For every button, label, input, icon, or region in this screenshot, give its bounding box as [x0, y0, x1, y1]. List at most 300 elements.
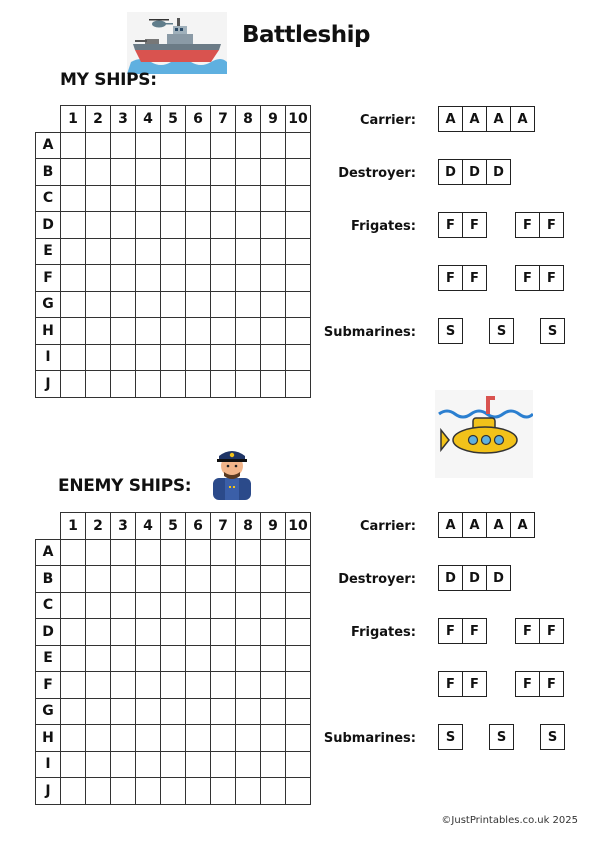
enemy-grid-cell[interactable] — [111, 539, 136, 566]
my-grid-cell[interactable] — [136, 291, 161, 318]
my-grid-cell[interactable] — [261, 291, 286, 318]
my-grid-cell[interactable] — [61, 291, 86, 318]
enemy-ships-grid — [35, 512, 311, 805]
my-grid-cell[interactable] — [186, 132, 211, 159]
enemy-grid-cell[interactable] — [236, 539, 261, 566]
my-grid-cell[interactable] — [161, 159, 186, 186]
submarine-icon — [435, 390, 533, 482]
grid-row — [36, 238, 311, 265]
my-grid-cell[interactable] — [186, 265, 211, 292]
grid-corner — [36, 513, 61, 540]
enemy-grid-cell[interactable] — [161, 778, 186, 805]
submarine-box — [540, 724, 565, 750]
my-col-header: 7 — [211, 106, 236, 133]
enemy-grid-cell[interactable] — [61, 592, 86, 619]
enemy-grid-cell[interactable] — [136, 751, 161, 778]
enemy-grid-cell[interactable] — [211, 592, 236, 619]
my-grid-cell[interactable] — [161, 371, 186, 398]
my-grid-cell[interactable] — [211, 185, 236, 212]
my-grid-cell[interactable] — [161, 291, 186, 318]
ship-cell[interactable]: S — [540, 724, 565, 750]
enemy-grid-cell[interactable] — [211, 566, 236, 593]
submarine-box — [489, 724, 514, 750]
ship-cell[interactable]: F — [438, 212, 463, 238]
my-grid-cell[interactable] — [261, 265, 286, 292]
ship-cell[interactable]: F — [515, 618, 540, 644]
my-grid-cell[interactable] — [286, 238, 311, 265]
enemy-grid-cell[interactable] — [211, 645, 236, 672]
my-grid-cell[interactable] — [186, 344, 211, 371]
enemy-grid-cell[interactable] — [161, 592, 186, 619]
grid-row — [36, 672, 311, 699]
enemy-grid-cell[interactable] — [161, 566, 186, 593]
copyright-footer: ©JustPrintables.co.uk 2025 — [441, 815, 578, 826]
my-row-header: I — [36, 344, 61, 371]
my-grid-cell[interactable] — [211, 212, 236, 239]
my-grid-cell[interactable] — [61, 132, 86, 159]
my-grid-cell[interactable] — [161, 185, 186, 212]
enemy-grid-cell[interactable] — [236, 592, 261, 619]
my-grid-cell[interactable] — [161, 238, 186, 265]
ship-cell[interactable]: D — [438, 565, 463, 591]
my-grid-cell[interactable] — [186, 371, 211, 398]
my-grid-cell[interactable] — [211, 344, 236, 371]
enemy-grid-cell[interactable] — [86, 539, 111, 566]
my-grid-cell[interactable] — [111, 212, 136, 239]
grid-row — [36, 212, 311, 239]
my-col-header: 5 — [161, 106, 186, 133]
ship-cell[interactable]: F — [438, 265, 463, 291]
grid-row — [36, 592, 311, 619]
my-grid-cell[interactable] — [186, 212, 211, 239]
page-title: Battleship — [242, 22, 370, 48]
enemy-grid-cell[interactable] — [261, 698, 286, 725]
enemy-grid-cell[interactable] — [161, 619, 186, 646]
my-grid-cell[interactable] — [261, 344, 286, 371]
enemy-grid-cell[interactable] — [211, 751, 236, 778]
my-grid-cell[interactable] — [186, 238, 211, 265]
enemy-grid-cell[interactable] — [186, 698, 211, 725]
my-grid-cell[interactable] — [161, 318, 186, 345]
enemy-grid-cell[interactable] — [186, 672, 211, 699]
my-grid-cell[interactable] — [211, 371, 236, 398]
enemy-grid-cell[interactable] — [61, 539, 86, 566]
enemy-grid-cell[interactable] — [236, 672, 261, 699]
ship-cell[interactable]: D — [486, 565, 511, 591]
my-grid-cell[interactable] — [236, 265, 261, 292]
carrier-label: Carrier: — [359, 113, 416, 128]
ship-cell[interactable]: F — [462, 671, 487, 697]
ship-cell[interactable]: A — [438, 512, 463, 538]
enemy-grid-cell[interactable] — [236, 645, 261, 672]
enemy-grid-cell[interactable] — [261, 725, 286, 752]
my-grid-cell[interactable] — [61, 238, 86, 265]
my-col-header: 6 — [186, 106, 211, 133]
enemy-grid-cell[interactable] — [61, 619, 86, 646]
enemy-grid-cell[interactable] — [286, 751, 311, 778]
my-grid-cell[interactable] — [136, 238, 161, 265]
grid-row — [36, 751, 311, 778]
my-grid-cell[interactable] — [236, 132, 261, 159]
my-grid-cell[interactable] — [286, 344, 311, 371]
my-grid-cell[interactable] — [136, 185, 161, 212]
enemy-grid-cell[interactable] — [61, 778, 86, 805]
my-grid-cell[interactable] — [86, 185, 111, 212]
enemy-row-header: J — [36, 778, 61, 805]
enemy-grid-cell[interactable] — [186, 619, 211, 646]
my-grid-cell[interactable] — [86, 265, 111, 292]
my-grid-cell[interactable] — [211, 238, 236, 265]
frigates-label: Frigates: — [351, 219, 416, 234]
my-ships-grid — [35, 105, 311, 398]
enemy-row-header: G — [36, 698, 61, 725]
enemy-grid-cell[interactable] — [286, 778, 311, 805]
my-grid-cell[interactable] — [236, 238, 261, 265]
enemy-grid-cell[interactable] — [261, 778, 286, 805]
enemy-col-header: 1 — [61, 513, 86, 540]
my-grid-cell[interactable] — [211, 265, 236, 292]
my-grid-cell[interactable] — [61, 185, 86, 212]
grid-row — [36, 185, 311, 212]
my-row-header: G — [36, 291, 61, 318]
enemy-grid-cell[interactable] — [86, 698, 111, 725]
my-grid-cell[interactable] — [261, 212, 286, 239]
grid-row — [36, 778, 311, 805]
enemy-grid-cell[interactable] — [211, 619, 236, 646]
ship-cell[interactable]: D — [462, 159, 487, 185]
grid-corner — [36, 106, 61, 133]
my-grid-cell[interactable] — [161, 344, 186, 371]
ship-cell[interactable]: F — [462, 212, 487, 238]
submarines-label: Submarines: — [323, 731, 416, 746]
enemy-grid-cell[interactable] — [211, 698, 236, 725]
my-col-header: 8 — [236, 106, 261, 133]
my-grid-cell[interactable] — [186, 185, 211, 212]
enemy-grid-cell[interactable] — [136, 725, 161, 752]
enemy-row-header: E — [36, 645, 61, 672]
ship-cell[interactable]: A — [510, 106, 535, 132]
my-grid-cell[interactable] — [111, 318, 136, 345]
enemy-grid-cell[interactable] — [86, 619, 111, 646]
my-grid-cell[interactable] — [86, 344, 111, 371]
ship-cell[interactable]: F — [438, 618, 463, 644]
my-grid-cell[interactable] — [61, 265, 86, 292]
frigate-boxes — [438, 671, 487, 697]
ship-cell[interactable]: F — [539, 671, 564, 697]
enemy-grid-cell[interactable] — [136, 778, 161, 805]
my-grid-cell[interactable] — [61, 212, 86, 239]
my-grid-cell[interactable] — [111, 265, 136, 292]
my-grid-cell[interactable] — [136, 159, 161, 186]
my-grid-cell[interactable] — [261, 132, 286, 159]
enemy-grid-cell[interactable] — [261, 539, 286, 566]
enemy-grid-cell[interactable] — [111, 698, 136, 725]
my-grid-cell[interactable] — [261, 318, 286, 345]
enemy-grid-cell[interactable] — [86, 645, 111, 672]
enemy-grid-cell[interactable] — [236, 619, 261, 646]
my-grid-cell[interactable] — [211, 132, 236, 159]
ship-cell[interactable]: F — [438, 671, 463, 697]
enemy-grid-cell[interactable] — [86, 751, 111, 778]
enemy-grid-cell[interactable] — [111, 566, 136, 593]
my-grid-cell[interactable] — [61, 159, 86, 186]
ship-cell[interactable]: F — [515, 671, 540, 697]
my-grid-cell[interactable] — [61, 318, 86, 345]
frigate-boxes — [438, 265, 487, 291]
enemy-grid-cell[interactable] — [211, 778, 236, 805]
enemy-grid-cell[interactable] — [261, 751, 286, 778]
my-grid-cell[interactable] — [286, 291, 311, 318]
enemy-grid-cell[interactable] — [61, 725, 86, 752]
my-grid-cell[interactable] — [136, 371, 161, 398]
grid-row — [36, 265, 311, 292]
my-grid-cell[interactable] — [211, 318, 236, 345]
ship-cell[interactable]: F — [515, 212, 540, 238]
my-grid-cell[interactable] — [86, 318, 111, 345]
enemy-grid-cell[interactable] — [286, 672, 311, 699]
enemy-grid-cell[interactable] — [136, 566, 161, 593]
enemy-row-header: C — [36, 592, 61, 619]
my-grid-cell[interactable] — [111, 291, 136, 318]
ship-cell[interactable]: D — [438, 159, 463, 185]
my-grid-cell[interactable] — [286, 265, 311, 292]
my-grid-cell[interactable] — [161, 212, 186, 239]
my-grid-cell[interactable] — [136, 132, 161, 159]
my-grid-cell[interactable] — [161, 132, 186, 159]
enemy-grid-cell[interactable] — [236, 566, 261, 593]
enemy-grid-cell[interactable] — [236, 725, 261, 752]
frigate-boxes — [438, 618, 487, 644]
enemy-col-header: 6 — [186, 513, 211, 540]
grid-row — [36, 619, 311, 646]
enemy-grid-cell[interactable] — [161, 725, 186, 752]
my-grid-cell[interactable] — [261, 238, 286, 265]
enemy-grid-cell[interactable] — [111, 592, 136, 619]
enemy-grid-cell[interactable] — [136, 672, 161, 699]
enemy-grid-cell[interactable] — [111, 645, 136, 672]
enemy-grid-cell[interactable] — [161, 672, 186, 699]
enemy-grid-cell[interactable] — [261, 619, 286, 646]
enemy-row-header: D — [36, 619, 61, 646]
my-col-header: 3 — [111, 106, 136, 133]
enemy-grid-cell[interactable] — [261, 566, 286, 593]
my-grid-cell[interactable] — [86, 132, 111, 159]
my-grid-cell[interactable] — [136, 344, 161, 371]
ship-cell[interactable]: S — [540, 318, 565, 344]
enemy-grid-cell[interactable] — [261, 672, 286, 699]
grid-row — [36, 725, 311, 752]
grid-row — [36, 344, 311, 371]
ship-cell[interactable]: S — [489, 318, 514, 344]
enemy-grid-cell[interactable] — [286, 645, 311, 672]
enemy-grid-cell[interactable] — [286, 592, 311, 619]
my-grid-cell[interactable] — [136, 212, 161, 239]
grid-row — [36, 318, 311, 345]
enemy-col-header: 4 — [136, 513, 161, 540]
my-grid-cell[interactable] — [186, 318, 211, 345]
enemy-grid-cell[interactable] — [161, 751, 186, 778]
my-grid-cell[interactable] — [236, 159, 261, 186]
destroyer-boxes — [438, 565, 511, 591]
my-grid-cell[interactable] — [236, 291, 261, 318]
enemy-grid-cell[interactable] — [86, 778, 111, 805]
ship-cell[interactable]: A — [486, 106, 511, 132]
my-grid-cell[interactable] — [236, 371, 261, 398]
enemy-grid-cell[interactable] — [61, 672, 86, 699]
my-grid-cell[interactable] — [111, 132, 136, 159]
enemy-grid-cell[interactable] — [111, 619, 136, 646]
my-grid-cell[interactable] — [61, 371, 86, 398]
enemy-grid-cell[interactable] — [286, 539, 311, 566]
destroyer-label: Destroyer: — [338, 166, 416, 181]
my-row-header: D — [36, 212, 61, 239]
carrier-boxes — [438, 106, 535, 132]
enemy-grid-cell[interactable] — [111, 672, 136, 699]
enemy-grid-cell[interactable] — [86, 725, 111, 752]
my-grid-cell[interactable] — [286, 371, 311, 398]
enemy-grid-cell[interactable] — [86, 672, 111, 699]
grid-row — [36, 291, 311, 318]
my-grid-cell[interactable] — [86, 371, 111, 398]
my-grid-cell[interactable] — [86, 159, 111, 186]
my-grid-cell[interactable] — [261, 159, 286, 186]
enemy-grid-cell[interactable] — [211, 539, 236, 566]
my-grid-cell[interactable] — [86, 212, 111, 239]
enemy-grid-cell[interactable] — [61, 566, 86, 593]
enemy-col-header: 3 — [111, 513, 136, 540]
my-grid-cell[interactable] — [61, 344, 86, 371]
my-grid-cell[interactable] — [186, 159, 211, 186]
enemy-grid-cell[interactable] — [261, 592, 286, 619]
ship-cell[interactable]: S — [438, 724, 463, 750]
my-grid-cell[interactable] — [136, 318, 161, 345]
my-grid-cell[interactable] — [286, 132, 311, 159]
ship-cell[interactable]: A — [510, 512, 535, 538]
ship-cell[interactable]: A — [462, 512, 487, 538]
my-grid-cell[interactable] — [111, 344, 136, 371]
enemy-grid-cell[interactable] — [86, 566, 111, 593]
grid-row — [36, 371, 311, 398]
enemy-grid-cell[interactable] — [161, 698, 186, 725]
ship-cell[interactable]: D — [462, 565, 487, 591]
enemy-grid-cell[interactable] — [236, 751, 261, 778]
ship-cell[interactable]: A — [462, 106, 487, 132]
enemy-grid-cell[interactable] — [86, 592, 111, 619]
enemy-grid-cell[interactable] — [111, 725, 136, 752]
my-row-header: B — [36, 159, 61, 186]
enemy-grid-cell[interactable] — [136, 645, 161, 672]
my-grid-cell[interactable] — [261, 185, 286, 212]
enemy-grid-cell[interactable] — [236, 698, 261, 725]
ship-cell[interactable]: S — [438, 318, 463, 344]
enemy-col-header: 10 — [286, 513, 311, 540]
ship-cell[interactable]: F — [539, 265, 564, 291]
submarine-box — [438, 318, 463, 344]
enemy-grid-cell[interactable] — [186, 539, 211, 566]
enemy-grid-cell[interactable] — [211, 672, 236, 699]
submarines-label: Submarines: — [323, 325, 416, 340]
enemy-grid-cell[interactable] — [61, 751, 86, 778]
grid-row — [36, 645, 311, 672]
enemy-grid-cell[interactable] — [111, 751, 136, 778]
enemy-grid-cell[interactable] — [186, 751, 211, 778]
ship-cell[interactable]: S — [489, 724, 514, 750]
my-grid-cell[interactable] — [161, 265, 186, 292]
enemy-grid-cell[interactable] — [236, 778, 261, 805]
my-grid-cell[interactable] — [286, 185, 311, 212]
enemy-grid-cell[interactable] — [61, 645, 86, 672]
enemy-grid-cell[interactable] — [111, 778, 136, 805]
my-grid-cell[interactable] — [136, 265, 161, 292]
my-grid-cell[interactable] — [236, 185, 261, 212]
enemy-grid-cell[interactable] — [286, 698, 311, 725]
my-grid-cell[interactable] — [236, 212, 261, 239]
enemy-grid-cell[interactable] — [186, 725, 211, 752]
frigate-boxes — [515, 265, 564, 291]
ship-cell[interactable]: A — [438, 106, 463, 132]
enemy-grid-cell[interactable] — [136, 619, 161, 646]
enemy-grid-cell[interactable] — [186, 645, 211, 672]
enemy-grid-cell[interactable] — [136, 539, 161, 566]
my-grid-cell[interactable] — [111, 371, 136, 398]
frigate-boxes — [515, 212, 564, 238]
my-grid-cell[interactable] — [111, 185, 136, 212]
ship-cell[interactable]: F — [515, 265, 540, 291]
enemy-ships-title: ENEMY SHIPS: — [58, 476, 192, 496]
navy-captain-icon — [207, 440, 257, 504]
my-grid-cell[interactable] — [211, 291, 236, 318]
ship-cell[interactable]: D — [486, 159, 511, 185]
enemy-grid-cell[interactable] — [186, 592, 211, 619]
destroyer-label: Destroyer: — [338, 572, 416, 587]
my-grid-cell[interactable] — [261, 371, 286, 398]
my-grid-cell[interactable] — [111, 159, 136, 186]
enemy-grid-cell[interactable] — [161, 539, 186, 566]
enemy-grid-cell[interactable] — [261, 645, 286, 672]
battleship-icon — [127, 12, 227, 78]
my-grid-cell[interactable] — [236, 344, 261, 371]
enemy-grid-cell[interactable] — [211, 725, 236, 752]
ship-cell[interactable]: A — [486, 512, 511, 538]
my-grid-cell[interactable] — [211, 159, 236, 186]
enemy-grid-cell[interactable] — [136, 592, 161, 619]
my-grid-cell[interactable] — [111, 238, 136, 265]
enemy-grid-cell[interactable] — [186, 778, 211, 805]
carrier-label: Carrier: — [359, 519, 416, 534]
my-grid-cell[interactable] — [86, 291, 111, 318]
my-grid-cell[interactable] — [236, 318, 261, 345]
my-row-header: E — [36, 238, 61, 265]
my-grid-cell[interactable] — [186, 291, 211, 318]
enemy-grid-cell[interactable] — [161, 645, 186, 672]
enemy-grid-cell[interactable] — [61, 698, 86, 725]
ship-cell[interactable]: F — [539, 618, 564, 644]
ship-cell[interactable]: F — [462, 618, 487, 644]
submarine-box — [540, 318, 565, 344]
ship-cell[interactable]: F — [462, 265, 487, 291]
destroyer-boxes — [438, 159, 511, 185]
ship-cell[interactable]: F — [539, 212, 564, 238]
enemy-row-header: F — [36, 672, 61, 699]
enemy-grid-cell[interactable] — [186, 566, 211, 593]
enemy-row-header: A — [36, 539, 61, 566]
enemy-row-header: B — [36, 566, 61, 593]
enemy-grid-cell[interactable] — [136, 698, 161, 725]
frigates-label: Frigates: — [351, 625, 416, 640]
my-col-header: 2 — [86, 106, 111, 133]
enemy-row-header: I — [36, 751, 61, 778]
my-grid-cell[interactable] — [86, 238, 111, 265]
